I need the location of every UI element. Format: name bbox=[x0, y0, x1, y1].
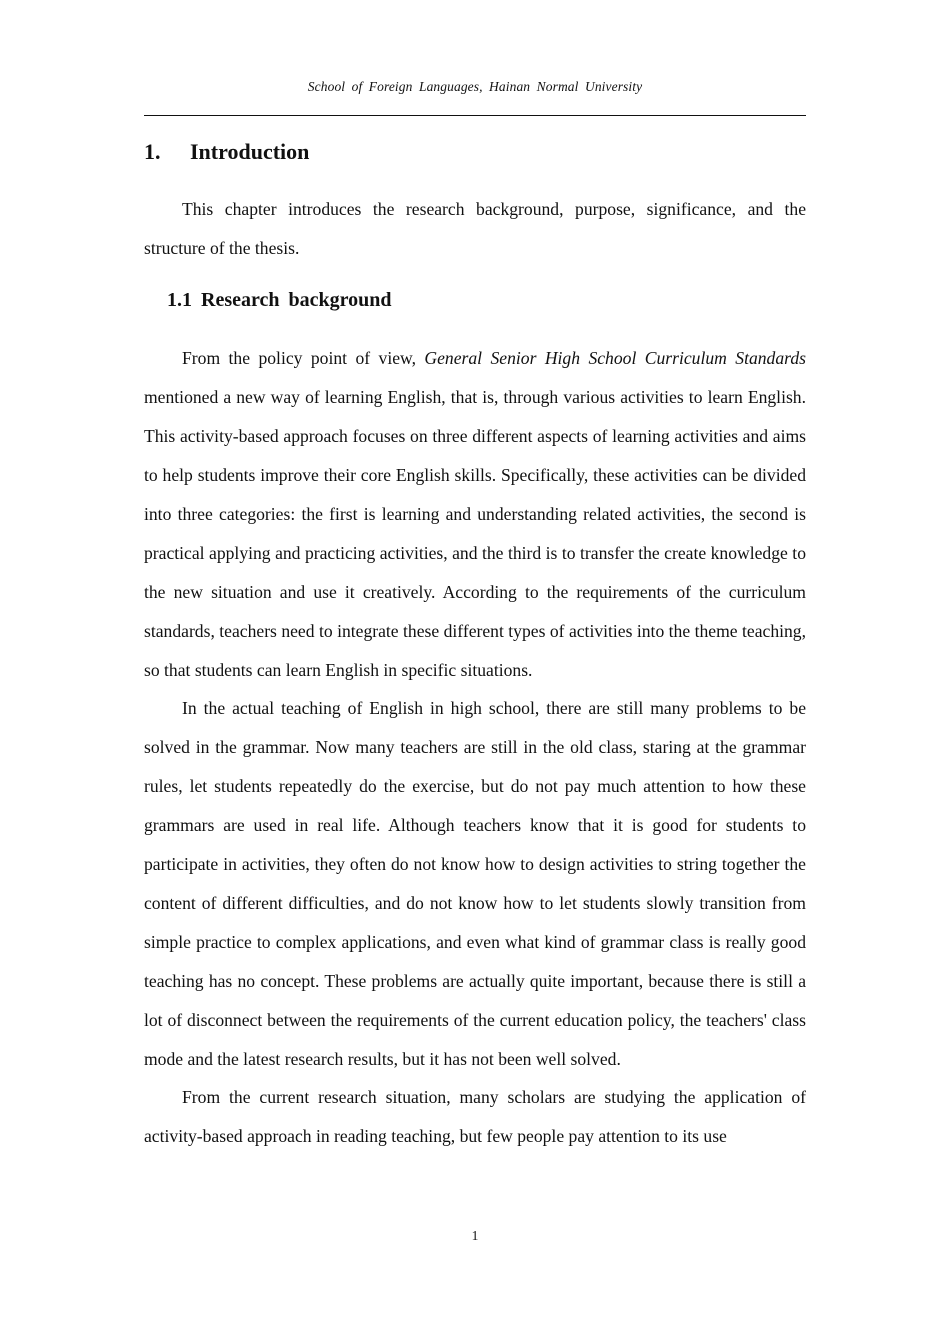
paragraph-policy bbox=[144, 339, 806, 690]
paragraph-research-situation: From the current research situation, many scholars are studying the application of activity-based approach in reading teaching, but few people pay attention to its use bbox=[144, 1087, 806, 1146]
chapter-heading bbox=[144, 137, 806, 167]
section-number: 1.1 bbox=[167, 289, 192, 311]
header-rule bbox=[144, 115, 806, 116]
running-header: School of Foreign Languages, Hainan Normal University bbox=[307, 79, 643, 94]
paragraph-policy-rest: mentioned a new way of learning English, that is, through various activities to learn English. This activity-based approach focuses on three different aspects of learning activities and aims to help students improve their core English skills. Specifically, these activities can be divided into three categories: the first is learning and understanding related activities, the second is practical applying and practicing activities, and the third is to transfer the create knowledge to the new situation and use it creatively. According to the requirements of the curriculum standards, teachers need to integrate these different types of activities into the theme teaching, so that students can learn English in specific situations. bbox=[144, 387, 806, 680]
curriculum-standards-title: General Senior High School Curriculum Standards bbox=[424, 348, 806, 368]
paragraph-teaching-problems: In the actual teaching of English in high school, there are still many problems to be solved in the grammar. Now many teachers are still in the old class, staring at the grammar rules, let students repeatedly do the exercise, but do not pay much attention to how these grammars are used in real life. Although teachers know that it is good for students to participate in activities, they often do not know how to design activities to string together the content of different difficulties, and do not know how to let students slowly transition from simple practice to complex applications, and even what kind of grammar class is really good teaching has no concept. These problems are actually quite important, because there is still a lot of disconnect between the requirements of the current education policy, the teachers' class mode and the latest research results, but it has not been well solved. bbox=[144, 698, 806, 1069]
chapter-number: 1. bbox=[144, 139, 161, 164]
page-content bbox=[144, 137, 806, 1156]
chapter-title: Introduction bbox=[190, 139, 310, 164]
page-number: 1 bbox=[471, 1228, 479, 1243]
chapter-intro-paragraph: This chapter introduces the research background, purpose, significance, and the structure of the thesis. bbox=[144, 199, 806, 258]
section-title: Research background bbox=[201, 289, 392, 311]
section-heading bbox=[144, 285, 806, 315]
paragraph-policy-lead: From the policy point of view, bbox=[182, 348, 425, 368]
